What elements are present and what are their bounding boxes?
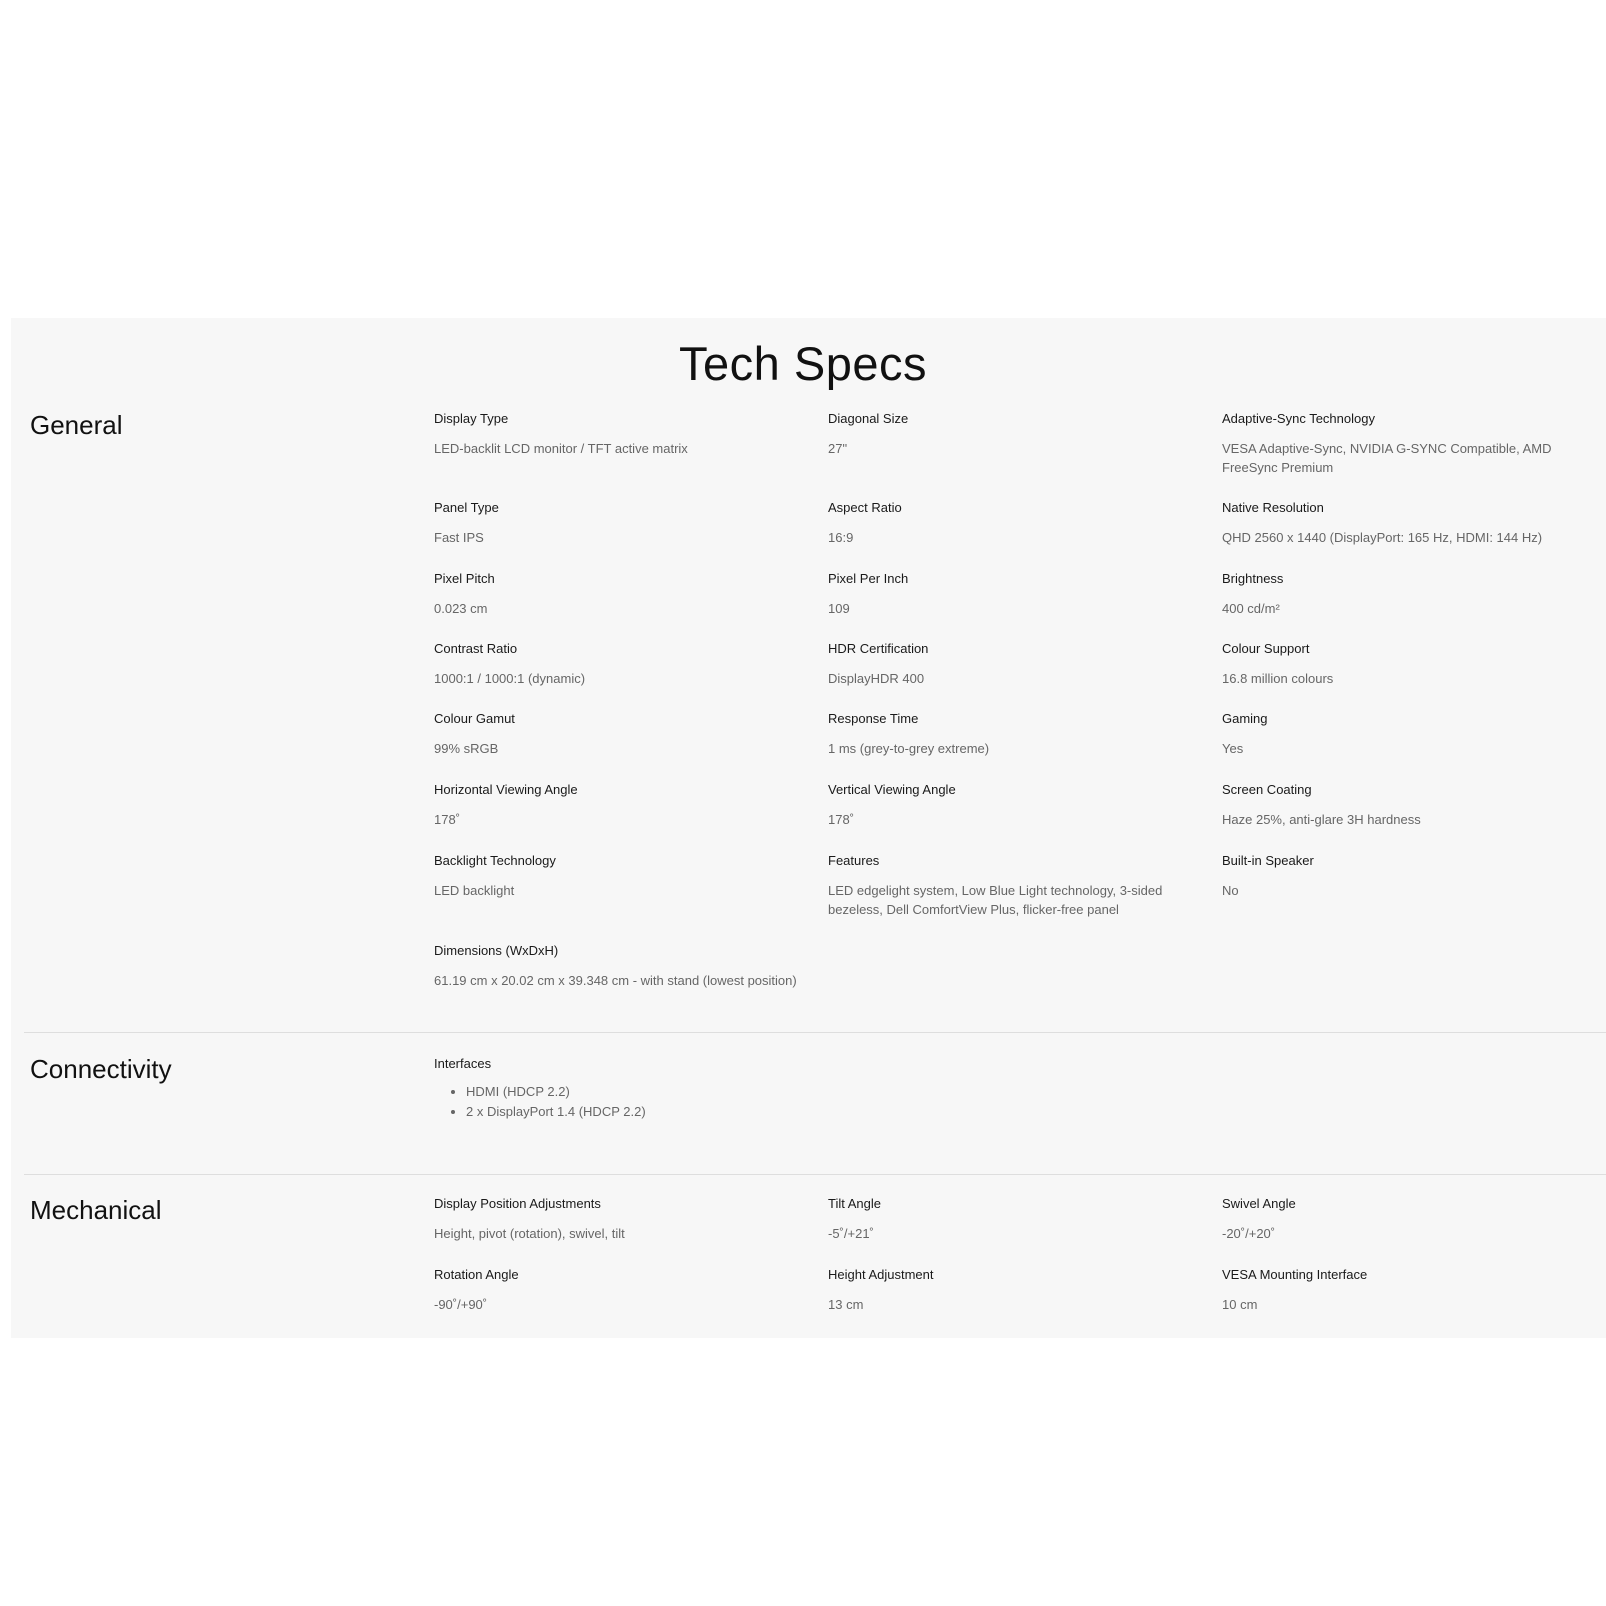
section-divider	[24, 1032, 1606, 1033]
spec-features	[828, 853, 1188, 919]
spec-interfaces	[434, 1056, 814, 1122]
spec-label: Rotation Angle	[434, 1267, 519, 1282]
spec-value: QHD 2560 x 1440 (DisplayPort: 165 Hz, HDMI: 144 Hz)	[1222, 530, 1543, 545]
spec-contrast-ratio	[434, 641, 814, 688]
spec-label: Aspect Ratio	[828, 500, 902, 515]
spec-label: Pixel Pitch	[434, 571, 495, 586]
spec-label: Vertical Viewing Angle	[828, 782, 956, 797]
spec-label: Height Adjustment	[828, 1267, 934, 1282]
spec-label: Adaptive-Sync Technology	[1222, 411, 1375, 426]
spec-brightness	[1222, 571, 1602, 618]
spec-value: -90˚/+90˚	[434, 1297, 488, 1312]
spec-colour-gamut	[434, 711, 814, 758]
spec-value: No	[1222, 883, 1239, 898]
spec-value: LED backlight	[434, 883, 515, 898]
spec-height-adjustment	[828, 1267, 1188, 1314]
spec-label: Swivel Angle	[1222, 1196, 1296, 1211]
spec-tilt-angle	[828, 1196, 1188, 1243]
spec-label: Interfaces	[434, 1056, 492, 1071]
spec-value: 109	[828, 601, 850, 616]
spec-label: Pixel Per Inch	[828, 571, 909, 586]
section-title-connectivity: Connectivity	[30, 1054, 172, 1084]
spec-response-time	[828, 711, 1188, 758]
section-title-mechanical: Mechanical	[30, 1195, 162, 1225]
spec-value: 61.19 cm x 20.02 cm x 39.348 cm - with stand (lowest position)	[434, 973, 797, 988]
spec-label: Dimensions (WxDxH)	[434, 943, 559, 958]
spec-value: 10 cm	[1222, 1297, 1258, 1312]
spec-value: 1000:1 / 1000:1 (dynamic)	[434, 671, 586, 686]
spec-label: Built-in Speaker	[1222, 853, 1314, 868]
spec-native-resolution	[1222, 500, 1602, 547]
spec-display-position-adjustments	[434, 1196, 814, 1243]
spec-label: Colour Support	[1222, 641, 1310, 656]
spec-colour-support	[1222, 641, 1602, 688]
spec-value: Fast IPS	[434, 530, 484, 545]
spec-label: VESA Mounting Interface	[1222, 1267, 1368, 1282]
spec-pixel-per-inch	[828, 571, 1188, 618]
page-title: Tech Specs	[679, 337, 927, 390]
spec-label: Backlight Technology	[434, 853, 556, 868]
spec-horizontal-viewing-angle	[434, 782, 814, 829]
spec-value: Yes	[1222, 741, 1244, 756]
spec-backlight-technology	[434, 853, 814, 900]
spec-value: Height, pivot (rotation), swivel, tilt	[434, 1226, 625, 1241]
section-divider	[24, 1174, 1606, 1175]
spec-value: -5˚/+21˚	[828, 1226, 874, 1241]
spec-value: 400 cd/m²	[1222, 601, 1280, 616]
spec-label: Display Position Adjustments	[434, 1196, 601, 1211]
spec-value: Haze 25%, anti-glare 3H hardness	[1222, 812, 1421, 827]
spec-vesa-mounting-interface	[1222, 1267, 1602, 1314]
spec-built-in-speaker	[1222, 853, 1602, 900]
spec-pixel-pitch	[434, 571, 814, 618]
spec-value: 178˚	[828, 812, 855, 827]
spec-value: 178˚	[434, 812, 461, 827]
spec-hdr-certification	[828, 641, 1188, 688]
section-title-general: General	[30, 410, 123, 440]
spec-value: 27"	[828, 441, 848, 456]
list-item: • 2 x DisplayPort 1.4 (HDCP 2.2)	[466, 1102, 814, 1122]
spec-screen-coating	[1222, 782, 1602, 829]
spec-label: Diagonal Size	[828, 411, 909, 426]
spec-label: Tilt Angle	[828, 1196, 881, 1211]
spec-gaming	[1222, 711, 1602, 758]
spec-panel-type	[434, 500, 814, 547]
spec-rotation-angle	[434, 1267, 814, 1314]
spec-label: Horizontal Viewing Angle	[434, 782, 578, 797]
spec-aspect-ratio	[828, 500, 1188, 547]
spec-value: DisplayHDR 400	[828, 671, 925, 686]
spec-label: Screen Coating	[1222, 782, 1312, 797]
spec-value: LED edgelight system, Low Blue Light technology, 3-sided bezeless, Dell ComfortView Plus, flicker-free panel	[828, 883, 1163, 917]
spec-value: 16:9	[828, 530, 854, 545]
spec-label: Colour Gamut	[434, 711, 515, 726]
spec-label: Features	[828, 853, 880, 868]
spec-value: LED-backlit LCD monitor / TFT active matrix	[434, 441, 688, 456]
spec-label: Panel Type	[434, 500, 499, 515]
spec-value: 99% sRGB	[434, 741, 499, 756]
spec-value: -20˚/+20˚	[1222, 1226, 1276, 1241]
spec-diagonal-size	[828, 411, 1188, 458]
spec-label: Native Resolution	[1222, 500, 1324, 515]
spec-label: Brightness	[1222, 571, 1284, 586]
spec-value: VESA Adaptive-Sync, NVIDIA G-SYNC Compatible, AMD FreeSync Premium	[1222, 441, 1552, 475]
interfaces-list	[434, 1082, 814, 1122]
spec-value: 0.023 cm	[434, 601, 488, 616]
spec-label: Gaming	[1222, 711, 1268, 726]
list-item: • HDMI (HDCP 2.2)	[466, 1082, 814, 1102]
spec-swivel-angle	[1222, 1196, 1602, 1243]
spec-label: Response Time	[828, 711, 919, 726]
spec-value: 13 cm	[828, 1297, 864, 1312]
spec-label: Display Type	[434, 411, 509, 426]
spec-label: Contrast Ratio	[434, 641, 518, 656]
spec-vertical-viewing-angle	[828, 782, 1188, 829]
spec-label: HDR Certification	[828, 641, 929, 656]
spec-adaptive-sync	[1222, 411, 1602, 477]
spec-display-type	[434, 411, 814, 458]
spec-value: 16.8 million colours	[1222, 671, 1334, 686]
spec-dimensions	[434, 943, 854, 990]
spec-value: 1 ms (grey-to-grey extreme)	[828, 741, 990, 756]
